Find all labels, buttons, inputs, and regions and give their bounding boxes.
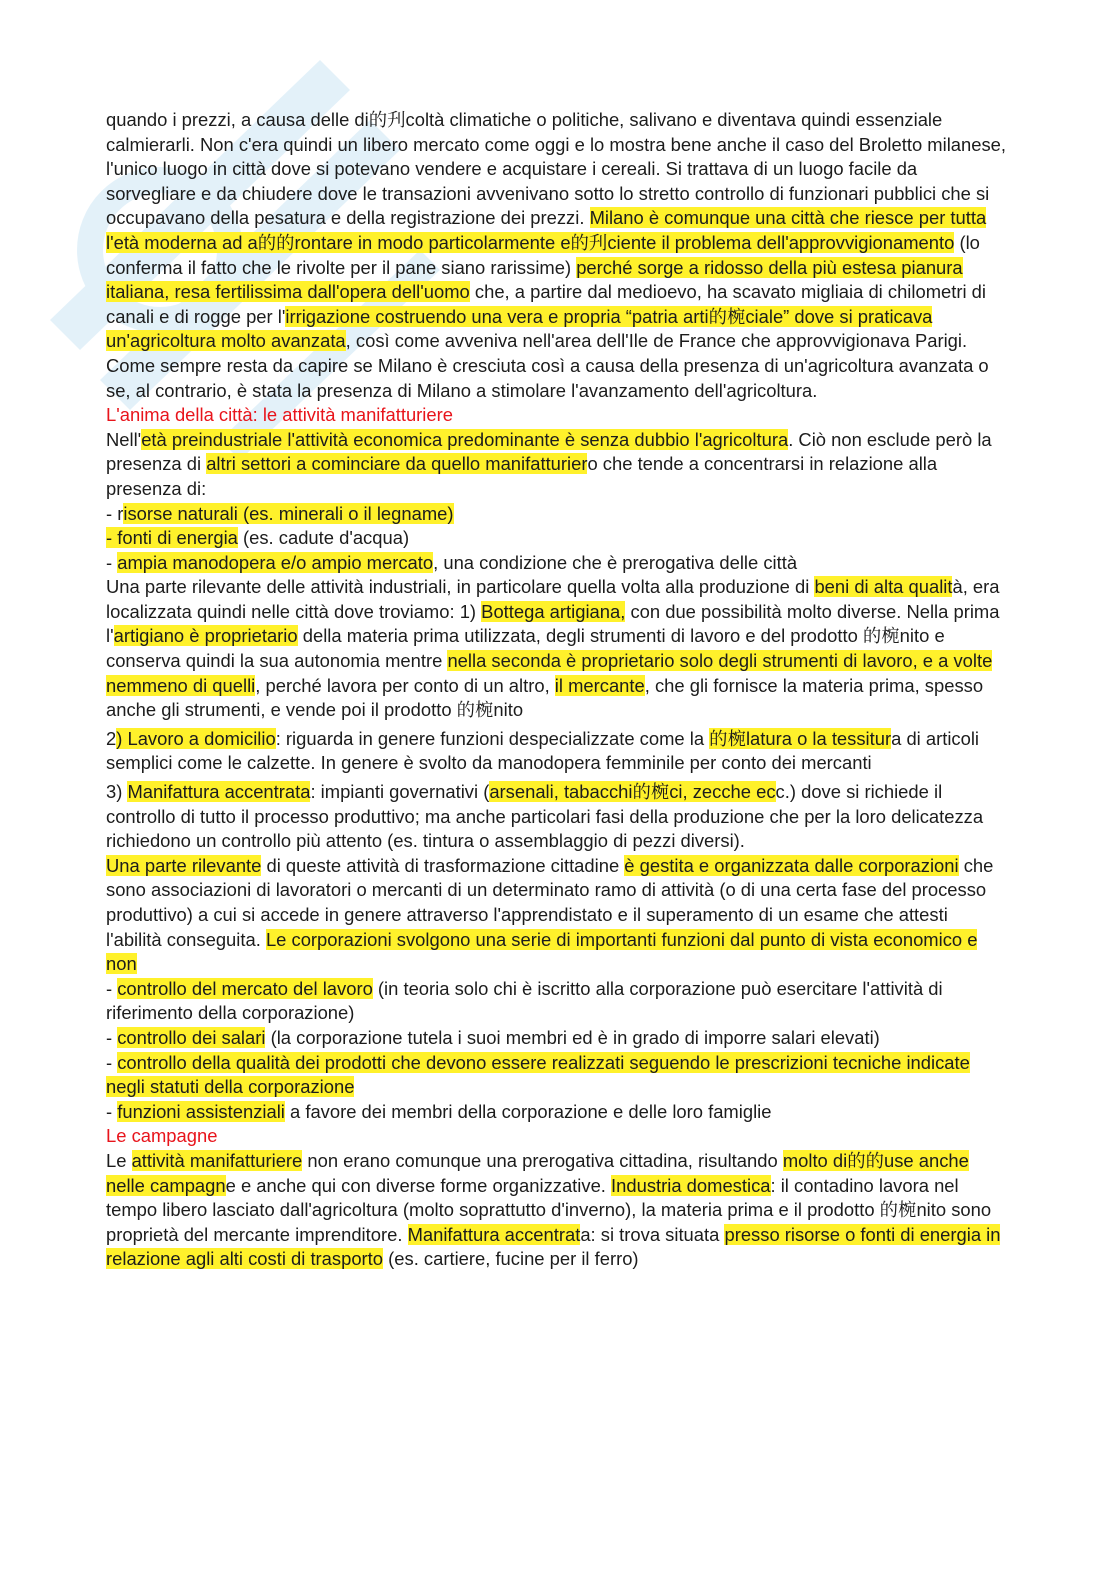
highlighted-text: fonti di energia	[117, 527, 238, 549]
highlighted-text: Una parte rilevante	[106, 854, 262, 876]
section-heading	[106, 403, 1006, 428]
text-span: Le campagne	[106, 1125, 218, 1147]
highlighted-text: Milano è comunque una città che riesce per tutta l'età moderna ad a的的rontare in modo particolarmente e的刋ciente il problema dell'approvvigionamento	[106, 207, 987, 253]
highlighted-text: -	[106, 527, 118, 549]
text-span: - r	[106, 502, 124, 524]
text-span: a di articoli semplici come le calzette. In genere è svolto da manodopera femminile per conto dei mercanti	[106, 727, 980, 774]
highlighted-text: irrigazione costruendo una vera e propria “patria arti的椀ciale” dove si praticava un'agricoltura molto avanzata	[106, 305, 933, 352]
paragraph	[106, 1026, 1006, 1051]
paragraph	[106, 575, 1006, 723]
text-span: 2	[106, 727, 117, 749]
text-span: Le	[106, 1149, 132, 1171]
text-span: -	[106, 1026, 118, 1048]
text-span: Nell'	[106, 428, 142, 450]
paragraph	[106, 780, 1006, 854]
highlighted-text: arsenali, tabacchi的椀ci, zecche ec	[489, 781, 776, 803]
text-span: : il contadino lavora nel tempo libero lasciato dall'agricoltura (molto soprattutto d'inverno), la materia prima e il prodotto 的椀nito sono proprietà del mercante imprenditore.	[106, 1174, 992, 1245]
text-span: , una condizione che è prerogativa delle città	[433, 551, 798, 573]
text-span: 3)	[106, 781, 128, 803]
text-span: della materia prima utilizzata, degli strumenti di lavoro e del prodotto 的椀nito e conserva quindi la sua autonomia mentre	[106, 625, 945, 672]
paragraph	[106, 1149, 1006, 1272]
text-span: Una parte rilevante delle attività industriali, in particolare quella volta alla produzione di	[106, 576, 815, 598]
paragraph	[106, 428, 1006, 502]
text-span: , così come avveniva nell'area dell'Ile de France che approvvigionava Parigi. Come sempre resta da capire se Milano è cresciuta così a causa della presenza di un'agricoltura avanzata o se, al contrario, è stata la presenza di Milano a stimolare l'avanzamento dell'agricoltura.	[106, 330, 989, 401]
text-span: (la corporazione tutela i suoi membri ed è in grado di imporre salari elevati)	[265, 1026, 880, 1048]
text-span: a: si trova situata	[580, 1223, 725, 1245]
text-span: L'anima della città: le attività manifatturiere	[106, 404, 453, 426]
highlighted-text: attività manifatturiere	[131, 1149, 303, 1171]
highlighted-text: ampia manodopera e/o ampio mercato	[117, 551, 434, 573]
highlighted-text: età preindustriale l'attività economica predominante è senza dubbio l'agricoltura	[141, 428, 789, 450]
highlighted-text: Bottega artigiana,	[481, 600, 626, 622]
highlighted-text: Industria domestica	[611, 1174, 771, 1196]
text-span: : impianti governativi (	[310, 781, 490, 803]
highlighted-text: artigiano è proprietario	[113, 625, 298, 647]
highlighted-text: controllo del mercato del lavoro	[117, 977, 373, 999]
text-span: (es. cartiere, fucine per il ferro)	[383, 1248, 639, 1270]
paragraph	[106, 526, 1006, 551]
text-span: : riguarda in genere funzioni despecializzate come la	[275, 727, 710, 749]
text-span: , perché lavora per conto di un altro,	[255, 674, 555, 696]
highlighted-text: nella seconda è proprietario solo degli strumenti di lavoro, e a volte nemmeno di quelli	[106, 650, 993, 696]
text-span: -	[106, 1100, 118, 1122]
text-span: -	[106, 977, 118, 999]
highlighted-text: Manifattura accentrata	[127, 781, 311, 803]
text-span: (in teoria solo chi è iscritto alla corporazione può esercitare l'attività di riferimento della corporazione)	[106, 977, 943, 1024]
highlighted-text: il mercante	[554, 674, 645, 696]
section-heading	[106, 1124, 1006, 1149]
text-span: -	[106, 1051, 118, 1073]
paragraph	[106, 108, 1006, 403]
highlighted-text: molto di的的use anche nelle campagn	[106, 1149, 969, 1196]
text-span: (lo conferma il fatto che le rivolte per il pane siano rarissime)	[106, 231, 980, 278]
text-span: con due possibilità molto diverse. Nella prima l'	[106, 600, 1000, 647]
highlighted-text: Le corporazioni svolgono una serie di importanti funzioni dal punto di vista economico e non	[106, 928, 978, 975]
highlighted-text: è gestita e organizzata dalle corporazioni	[624, 854, 959, 876]
text-span: à, era localizzata quindi nelle città dove troviamo: 1)	[106, 576, 1000, 622]
text-span: di queste attività di trasformazione cittadine	[261, 854, 625, 876]
paragraph	[106, 551, 1006, 576]
text-span: o che tende a concentrarsi in relazione alla presenza di:	[106, 453, 938, 499]
text-span: e e anche qui con diverse forme organizzative.	[225, 1174, 612, 1196]
paragraph	[106, 854, 1006, 977]
text-span: , che gli fornisce la materia prima, spesso anche gli strumenti, e vende poi il prodotto 的椀nito	[106, 674, 984, 721]
text-span: (es. cadute d'acqua)	[237, 527, 410, 549]
document-body	[106, 108, 1006, 1272]
highlighted-text: beni di alta qualit	[814, 576, 953, 598]
highlighted-text: presso risorse o fonti di energia in relazione agli alti costi di trasporto	[106, 1223, 1001, 1270]
highlighted-text: controllo della qualità dei prodotti che devono essere realizzati seguendo le prescrizioni tecniche indicate negli statuti della corporazione	[106, 1051, 970, 1098]
paragraph	[106, 1100, 1006, 1125]
text-span: quando i prezzi, a causa delle di的刋coltà climatiche o politiche, salivano e diventava quindi essenziale calmierarli. Non c'era quindi un libero mercato come oggi e lo mostra bene anche il caso del Broletto milanese, l'unico luogo in città dove si potevano vendere e acquistare i cereali. Si trattava di un luogo facile da sorvegliare e da chiudere dove le transazioni avvenivano sotto lo stretto controllo di funzionari pubblici che si occupavano della pesatura e della registrazione dei prezzi.	[106, 109, 1007, 229]
text-span: . Ciò non esclude però la presenza di	[106, 428, 992, 475]
highlighted-text: 的椀latura o la tessitur	[709, 727, 892, 749]
text-span: che sono associazioni di lavoratori o mercanti di un determinato ramo di attività (o di una certa fase del processo produttivo) a cui si accede in genere attraverso l'apprendistato e il superamento di un esame che attesti l'abilità conseguita.	[106, 854, 994, 950]
paragraph	[106, 502, 1006, 527]
paragraph	[106, 1051, 1006, 1100]
highlighted-text: perché sorge a ridosso della più estesa pianura italiana, resa fertilissima dall'opera dell'uomo	[106, 256, 963, 303]
highlighted-text: funzioni assistenziali	[117, 1100, 285, 1122]
text-span: c.) dove si richiede il controllo di tutto il processo produttivo; ma anche particolari fasi della produzione che per la loro delicatezza richiedono un controllo più attento (es. tintura o assemblaggio di pezzi diversi).	[106, 781, 984, 852]
text-span: che, a partire dal medioevo, ha scavato migliaia di chilometri di canali e di rogge per l'	[106, 281, 986, 327]
highlighted-text: Manifattura accentrat	[407, 1223, 581, 1245]
highlighted-text: altri settori a cominciare da quello manifatturier	[206, 453, 588, 475]
paragraph	[106, 977, 1006, 1026]
highlighted-text: isorse naturali (es. minerali o il legname)	[123, 502, 454, 524]
highlighted-text: controllo dei salari	[117, 1026, 266, 1048]
highlighted-text: ) Lavoro a domicilio	[116, 727, 276, 749]
text-span: non erano comunque una prerogativa cittadina, risultando	[302, 1149, 783, 1171]
text-span: a favore dei membri della corporazione e delle loro famiglie	[284, 1100, 772, 1122]
text-span: -	[106, 551, 118, 573]
paragraph	[106, 727, 1006, 776]
